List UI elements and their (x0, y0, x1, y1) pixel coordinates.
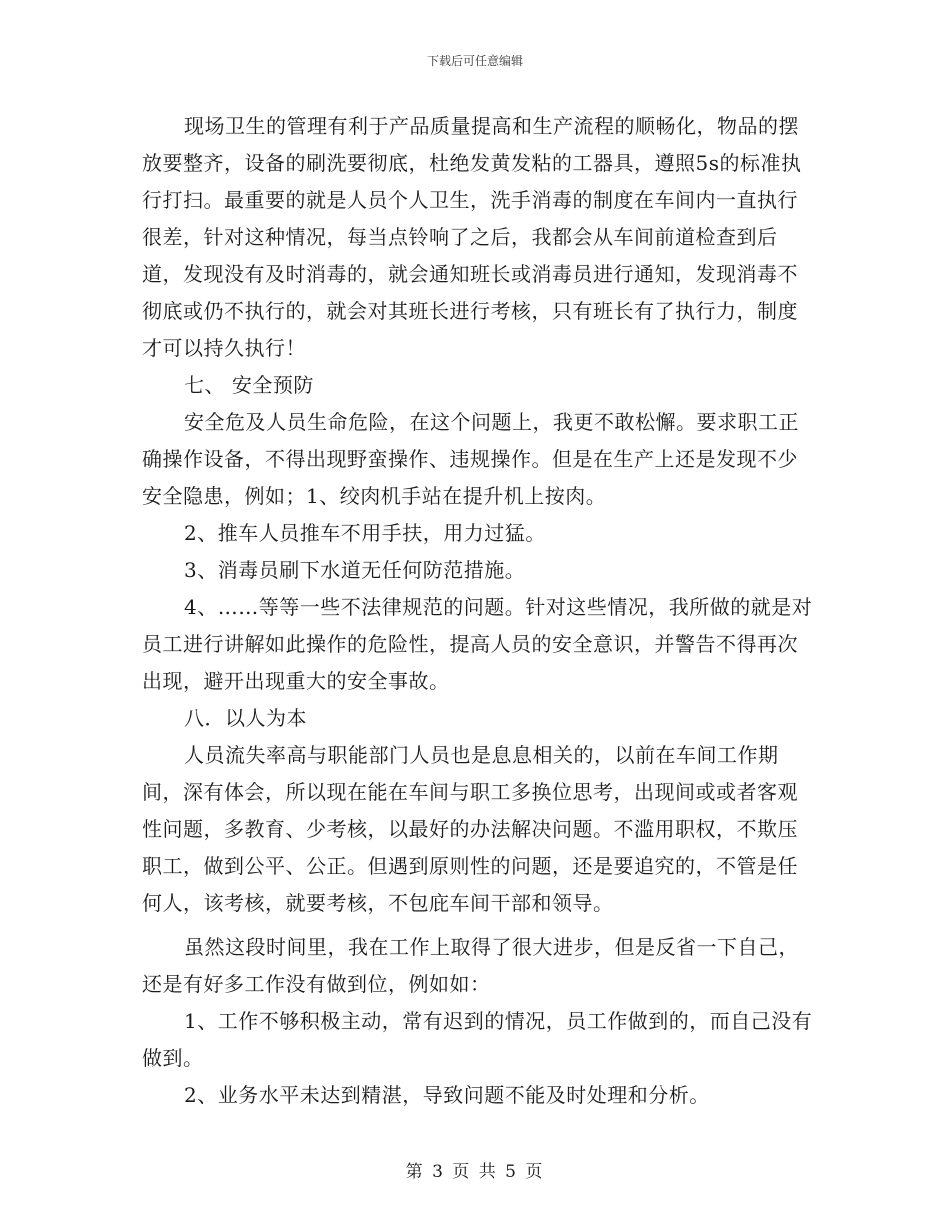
paragraph-people: 人员流失率高与职能部门人员也是息息相关的，以前在车间工作期间，深有体会，所以现在能在车间与职工多换位思考，出现间或或者客观性问题，多教育、少考核，以最好的办法解决问题。不滥用职权，不欺压职工，做到公平、公正。但遇到原则性的问题，还是要追究的，不管是任何人，该考核，就要考核，不包庇车间干部和领导。 (142, 743, 798, 915)
paragraph-safety-item-2: 2、推车人员推车不用手扶，用力过猛。 (184, 521, 546, 545)
paragraph-safety-item-3: 3、消毒员刷下水道无任何防范措施。 (184, 558, 526, 582)
paragraph-safety: 安全危及人员生命危险，在这个问题上，我更不敢松懈。要求职工正确操作设备，不得出现野蛮操作、违规操作。但是在生产上还是发现不少安全隐患，例如；1、绞肉机手站在提升机上按肉。 (142, 410, 799, 508)
paragraph-shortcoming-1: 1、工作不够积极主动，常有迟到的情况，员工作做到的，而自己没有做到。 (142, 1009, 813, 1070)
document-body (142, 108, 817, 1114)
section-heading-safety: 七、 安全预防 (184, 373, 314, 397)
page-footer: 第 3 页 共 5 页 (405, 1162, 545, 1182)
paragraph-safety-item-4: 4、……等等一些不法律规范的问题。针对这些情况，我所做的就是对员工进行讲解如此操作的危险性，提高人员的安全意识，并警告不得再次出现，避开出现重大的安全事故。 (142, 595, 813, 693)
paragraph-shortcoming-2: 2、业务水平未达到精湛，导致问题不能及时处理和分析。 (184, 1083, 710, 1107)
page-header: 下载后可任意编辑 (426, 54, 523, 68)
paragraph-hygiene: 现场卫生的管理有利于产品质量提高和生产流程的顺畅化，物品的摆放要整齐，设备的刷洗要彻底，杜绝发黄发粘的工器具，遵照5s的标准执行打扫。最重要的就是人员个人卫生，洗手消毒的制度在车间内一直执行很差，针对这种情况，每当点铃响了之后，我都会从车间前道检查到后道，发现没有及时消毒的，就会通知班长或消毒员进行通知，发现消毒不彻底或仍不执行的，就会对其班长进行考核，只有班长有了执行力，制度才可以持久执行！ (142, 114, 802, 360)
section-heading-people: 八．以人为本 (184, 706, 307, 730)
paragraph-reflection: 虽然这段时间里，我在工作上取得了很大进步，但是反省一下自己，还是有好多工作没有做到位，例如如： (142, 935, 799, 996)
